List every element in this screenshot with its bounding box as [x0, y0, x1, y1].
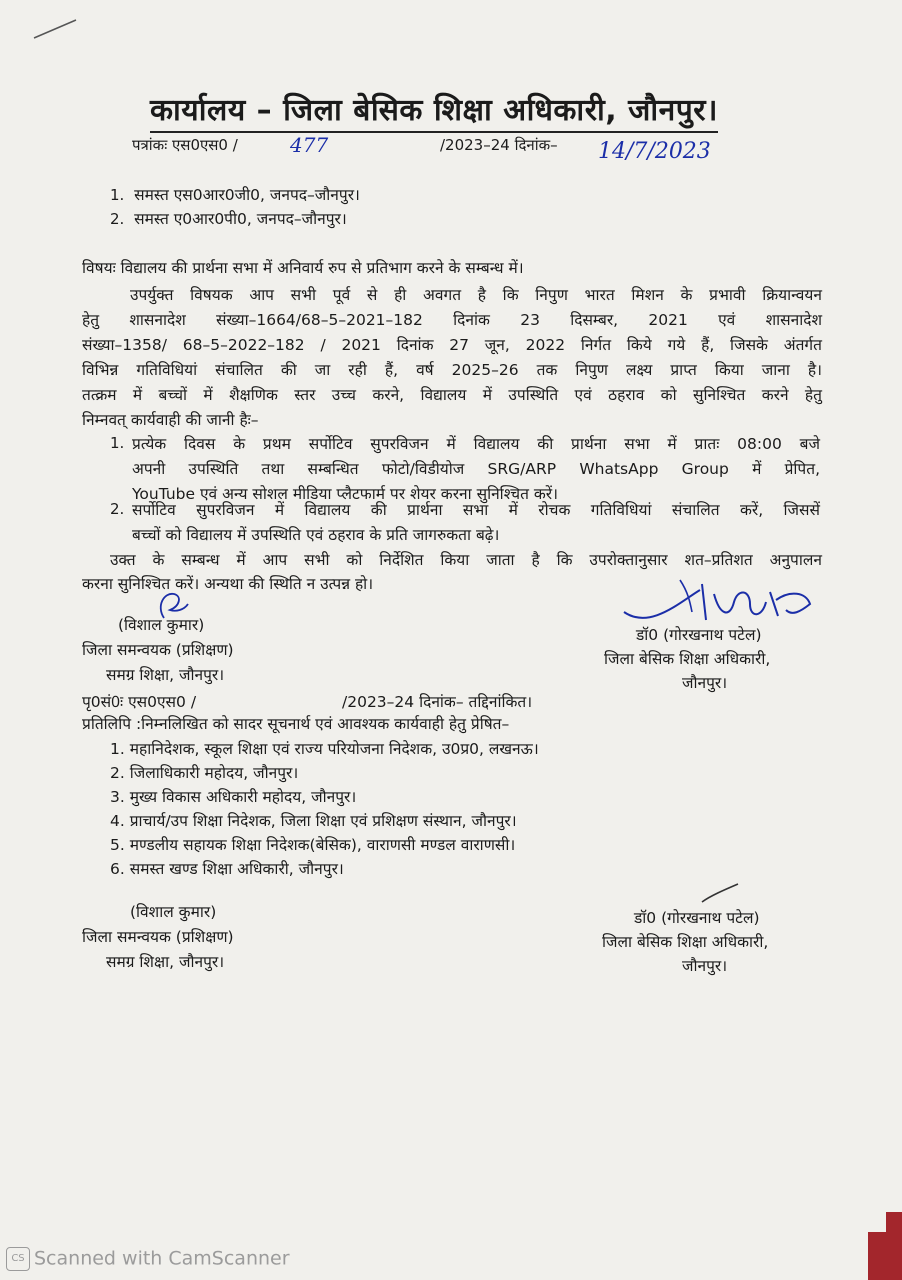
- copy-intro: प्रतिलिपि :निम्नलिखित को सादर सूचनार्थ एवं आवश्यक कार्यवाही हेतु प्रेषित–: [82, 715, 510, 733]
- ref-prefix: पत्रांकः एस0एस0 /: [132, 136, 238, 154]
- point-number: 1.: [110, 434, 125, 452]
- body-line: तत्क्रम में बच्चों में शैक्षणिक स्तर उच्च करने, विद्यालय में उपस्थिति एवं ठहराव को सुनिश्चित करने हेतु: [82, 386, 822, 404]
- signatory-designation: जिला समन्वयक (प्रशिक्षण): [82, 641, 234, 659]
- point-line: प्रत्येक दिवस के प्रथम सर्पोटिव सुपरविजन में विद्यालय की प्रार्थना सभा में प्रातः 08:00 बजे: [132, 435, 820, 453]
- signatory-office: समग्र शिक्षा, जौनपुर।: [106, 953, 225, 971]
- point-line: सर्पोटिव सुपरविजन में विद्यालय की प्रार्थना सभा में रोचक गतिविधियां संचालित करें, जिससें: [132, 501, 820, 519]
- signatory-office: जौनपुर।: [682, 674, 728, 692]
- camscanner-logo-icon: CS: [6, 1247, 30, 1271]
- list-item: 2. समस्त ए0आर0पी0, जनपद–जौनपुर।: [110, 210, 347, 228]
- signatory-designation: जिला बेसिक शिक्षा अधिकारी,: [602, 933, 769, 951]
- closing-line: करना सुनिश्चित करें। अन्यथा की स्थिति न उत्पन्न हो।: [82, 575, 374, 593]
- signatory-designation: जिला बेसिक शिक्षा अधिकारी,: [604, 650, 771, 668]
- list-item: 6. समस्त खण्ड शिक्षा अधिकारी, जौनपुर।: [110, 860, 344, 878]
- list-item: 1. समस्त एस0आर0जी0, जनपद–जौनपुर।: [110, 186, 360, 204]
- list-item: 5. मण्डलीय सहायक शिक्षा निदेशक(बेसिक), वाराणसी मण्डल वाराणसी।: [110, 836, 516, 854]
- scanner-watermark: CS Scanned with CamScanner: [6, 1247, 290, 1271]
- subject-line: विषयः विद्यालय की प्रार्थना सभा में अनिवार्य रुप से प्रतिभाग करने के सम्बन्ध में।: [82, 259, 524, 277]
- page-edge: [868, 1232, 902, 1280]
- point-line: YouTube एवं अन्य सोशल मीडिया प्लैटफार्म पर शेयर करना सुनिश्चित करें।: [132, 485, 559, 503]
- body-line: निम्नवत् कार्यवाही की जानी हैः–: [82, 411, 259, 429]
- list-item: 4. प्राचार्य/उप शिक्षा निदेशक, जिला शिक्षा एवं प्रशिक्षण संस्थान, जौनपुर।: [110, 812, 517, 830]
- signatory-designation: जिला समन्वयक (प्रशिक्षण): [82, 928, 234, 946]
- signatory-name: डॉ0 (गोरखनाथ पटेल): [636, 626, 762, 644]
- point-line: अपनी उपस्थिति तथा सम्बन्धित फोटो/विडीयोज SRG/ARP WhatsApp Group में प्रेपित,: [132, 460, 820, 478]
- tick-mark: [696, 880, 744, 908]
- closing-line: उक्त के सम्बन्ध में आप सभी को निर्देशित किया जाता है कि उपरोक्तानुसार शत–प्रतिशत अनुपालन: [110, 551, 822, 569]
- initials-mark: [150, 588, 194, 624]
- signatory-name: (विशाल कुमार): [130, 903, 217, 921]
- body-line: विभिन्न गतिविधियां संचालित की जा रही हैं, वर्ष 2025–26 तक निपुण लक्ष्य प्राप्त किया जाना है।: [82, 361, 822, 379]
- list-item: 2. जिलाधिकारी महोदय, जौनपुर।: [110, 764, 299, 782]
- body-line: हेतु शासनादेश संख्या–1664/68–5–2021–182 दिनांक 23 दिसम्बर, 2021 एवं शासनादेश: [82, 311, 822, 329]
- signatory-office: जौनपुर।: [682, 957, 728, 975]
- ref-number: 477: [290, 133, 329, 157]
- page-edge: [886, 1212, 902, 1236]
- list-item: 1. महानिदेशक, स्कूल शिक्षा एवं राज्य परियोजना निदेशक, उ0प्र0, लखनऊ।: [110, 740, 539, 758]
- signatory-office: समग्र शिक्षा, जौनपुर।: [106, 666, 225, 684]
- page-title: कार्यालय – जिला बेसिक शिक्षा अधिकारी, जौनपुर।: [150, 88, 718, 133]
- point-number: 2.: [110, 500, 125, 518]
- point-line: बच्चों को विद्यालय में उपस्थिति एवं ठहराव के प्रति जागरुकता बढ़े।: [132, 526, 500, 544]
- signatory-name: डॉ0 (गोरखनाथ पटेल): [634, 909, 760, 927]
- list-item: 3. मुख्य विकास अधिकारी महोदय, जौनपुर।: [110, 788, 357, 806]
- signatory-name: (विशाल कुमार): [118, 616, 205, 634]
- body-line: संख्या–1358/ 68–5–2022–182 / 2021 दिनांक 27 जून, 2022 निर्गत किये गये हैं, जिसके अंतर्गत: [82, 336, 822, 354]
- copy-ref-year: /2023–24 दिनांक– तद्दिनांकित।: [342, 693, 533, 711]
- body-line: उपर्युक्त विषयक आप सभी पूर्व से ही अवगत है कि निपुण भारत मिशन के प्रभावी क्रियान्वयन: [130, 286, 822, 304]
- ref-year: /2023–24 दिनांक–: [440, 136, 558, 154]
- copy-ref-prefix: पृ0सं0ः एस0एस0 /: [82, 693, 197, 711]
- ref-date: 14/7/2023: [598, 139, 711, 164]
- pen-mark-icon: [30, 14, 80, 44]
